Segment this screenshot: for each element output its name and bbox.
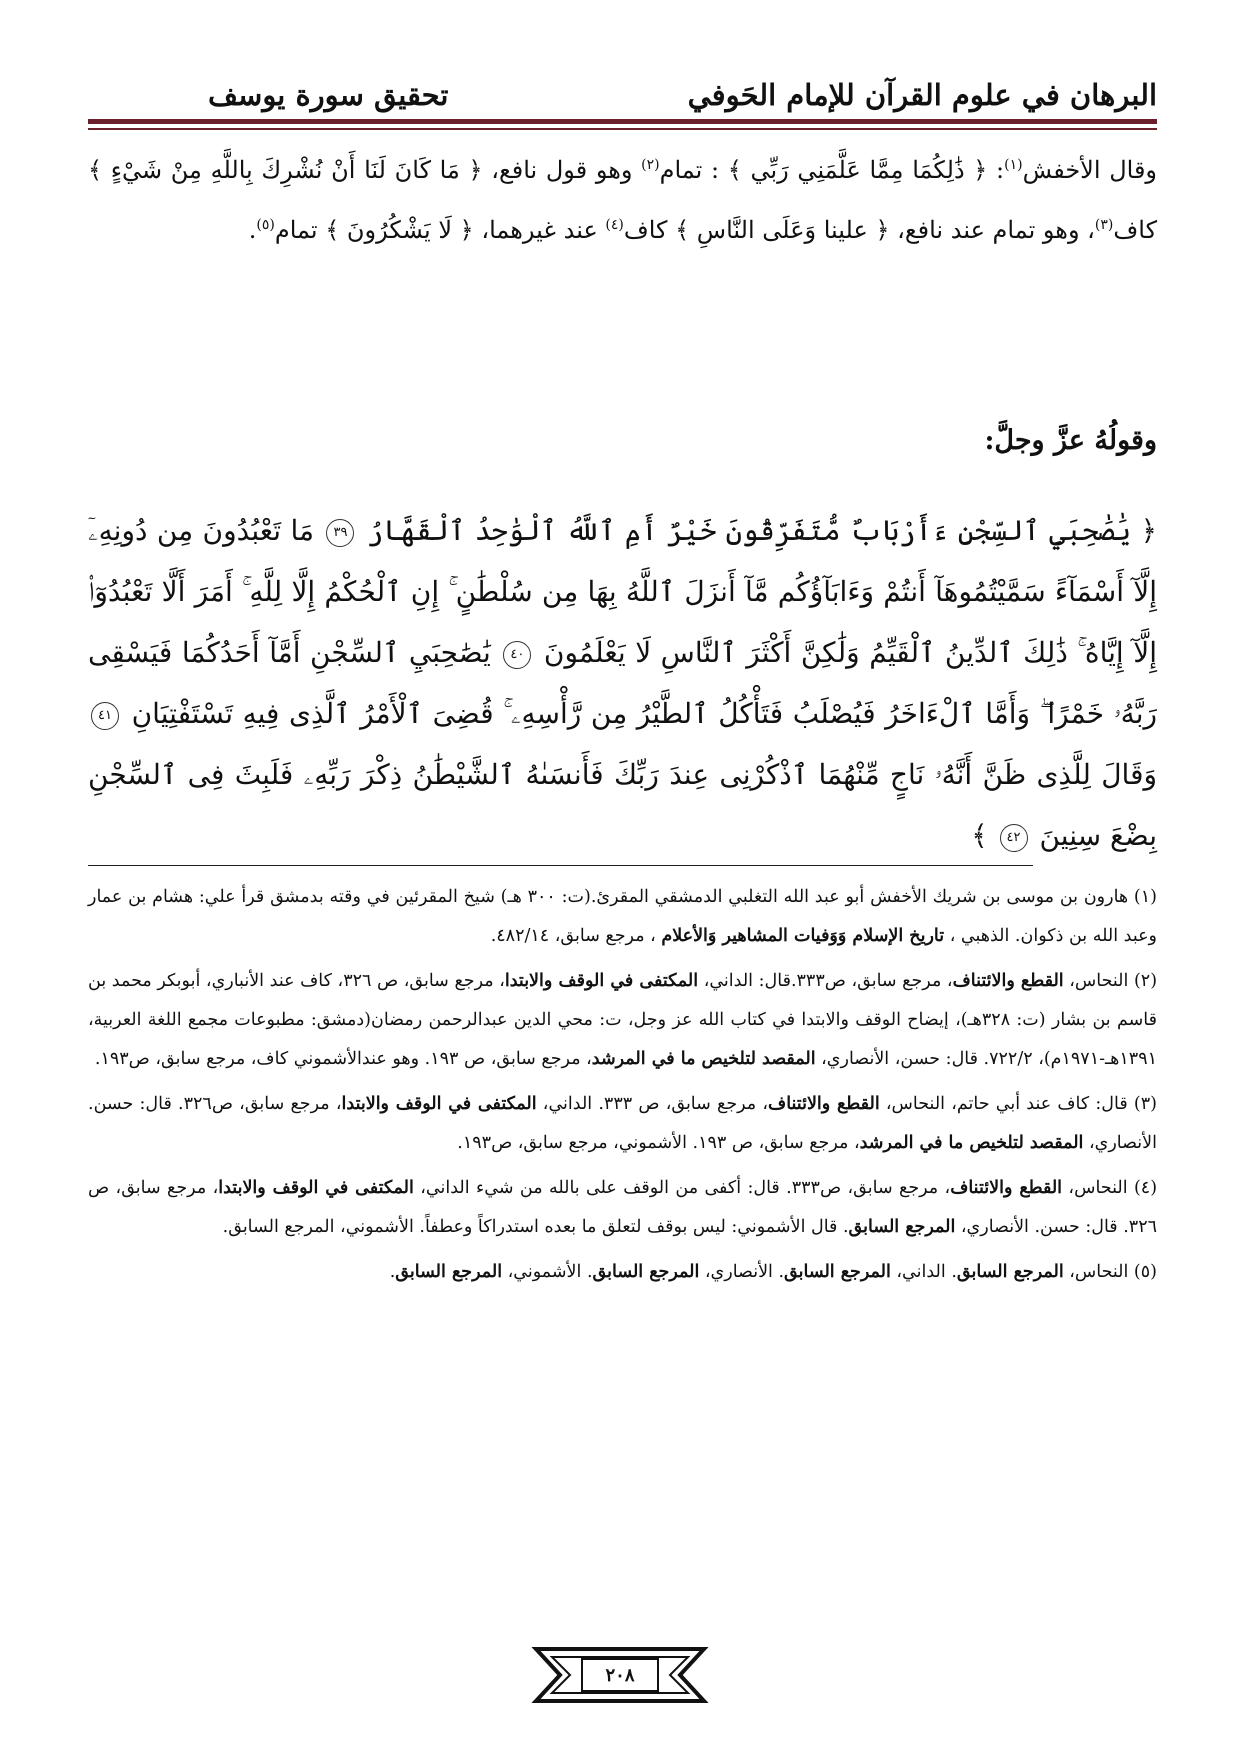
source-title: المكتفى في الوقف والابتدا (341, 1094, 537, 1114)
source-title: القطع والائتناف (768, 1094, 880, 1114)
text-run: وهو قول نافع، ﴿ مَا كَانَ لَنَا أَنْ نُشْرِكَ بِاللَّهِ مِنْ شَيْءٍ ﴾ كاف (88, 156, 1157, 244)
ornate-bracket-open: ﴿ (1140, 514, 1158, 547)
verse-41: يَٰصَٰحِبَيِ ٱلسِّجْنِ أَمَّآ أَحَدُكُمَا فَيَسْقِى رَبَّهُۥ خَمْرًا ۖ وَأَمَّا ٱلْءَاخَرُ فَيُصْلَبُ فَتَأْكُلُ ٱلطَّيْرُ مِن رَّأْسِهِۦ ۚ قُضِىَ ٱلْأَمْرُ ٱلَّذِى فِيهِ تَسْتَفْتِيَانِ (88, 636, 1158, 730)
source-title: المرجع السابق (848, 1217, 956, 1237)
running-header (88, 78, 1157, 118)
verse-40: مَا تَعْبُدُونَ مِن دُونِهِۦٓ إِلَّآ أَسْمَآءً سَمَّيْتُمُوهَآ أَنتُمْ وَءَابَآؤُكُم مَّآ أَنزَلَ ٱللَّهُ بِهَا مِن سُلْطَٰنٍ ۚ إِنِ ٱلْحُكْمُ إِلَّا لِلَّهِ ۚ أَمَرَ أَلَّا تَعْبُدُوٓا۟ إِلَّآ إِيَّاهُ ۚ ذَٰلِكَ ٱلدِّينُ ٱلْقَيِّمُ وَلَٰكِنَّ أَكْثَرَ ٱلنَّاسِ لَا يَعْلَمُونَ (88, 514, 1157, 669)
footnote-text: ، مرجع سابق، ص٣٣٣. قال: أكفى من الوقف على بالله من شيء الداني، (413, 1178, 951, 1198)
footnote-text: . الأشموني، (502, 1262, 593, 1282)
source-title: تاريخ الإسلام وَوَفيات المشاهير وَالأعلام (661, 926, 945, 946)
footnotes (88, 878, 1157, 1298)
footnote-text: (٤) النحاس، (1062, 1178, 1158, 1198)
footnote-text: . قال الأشموني: ليس بوقف لتعلق ما بعده استدراكاً وعطفاً. الأشموني، المرجع السابق. (222, 1217, 849, 1237)
source-title: المرجع السابق (592, 1262, 700, 1282)
footnote-text: . (389, 1262, 396, 1282)
commentary-text (88, 140, 1157, 260)
footnote-text: ، مرجع سابق، ص ٣٢٦. قال: حسن. الأنصاري، (88, 1178, 1157, 1237)
text-run: . (248, 216, 257, 244)
source-title: المكتفى في الوقف والابتدا (504, 971, 699, 991)
ornate-bracket-close: ﴾ (971, 819, 988, 852)
footnote-3 (88, 1085, 1157, 1163)
source-title: القطع والائتناف (950, 1178, 1063, 1198)
footnote-ref-3[interactable]: (٣) (1094, 217, 1114, 233)
quran-passage (88, 500, 1157, 866)
footnote-text: ، مرجع سابق، ص٣٢٦. قال: حسن. الأنصاري، (88, 1094, 1157, 1153)
footnote-text: ، مرجع سابق، ص ١٩٣. الأشموني، مرجع سابق، ص١٩٣. (457, 1133, 860, 1153)
footnote-text: (٣) قال: كاف عند أبي حاتم، النحاس، (879, 1094, 1157, 1114)
footnote-1 (88, 878, 1157, 956)
footnote-text: ، مرجع سابق، ص ١٩٣. وهو عندالأشموني كاف، مرجع سابق، ص١٩٣. (94, 1049, 592, 1069)
text-run: وقال الأخفش (1022, 156, 1158, 184)
footnote-text: ، مرجع سابق، ٤٨٢/١٤. (490, 926, 662, 946)
footnote-text: (٥) النحاس، (1063, 1262, 1157, 1282)
footnote-text: (٢) النحاس، (1063, 971, 1158, 991)
source-title: المرجع السابق (784, 1262, 891, 1282)
footnote-text: ، مرجع سابق، ص ٣٢٦، كاف عند الأنباري، أبوبكر محمد بن قاسم بن بشار (ت: ٣٢٨هـ)، إيضاح الوقف والابتدا في كتاب الله عز وجل، ت: محي الدين عبدالرحمن رمضان(دمشق: مطبوعات مجمع اللغة العربية، ١٣٩١هـ-١٩٧١م)، ٧٢٢/٢. قال: حسن، الأنصاري، (88, 971, 1157, 1069)
verse-39: يَٰصَٰحِبَيِ ٱلسِّجْنِ ءَأَرْبَابٌ مُّتَفَرِّقُونَ خَيْرٌ أَمِ ٱللَّهُ ٱلْوَٰحِدُ ٱلْقَهَّارُ (366, 514, 1132, 547)
footnote-separator (88, 865, 1033, 866)
source-title: المرجع السابق (395, 1262, 503, 1282)
header-rule-thin (88, 128, 1157, 130)
footnote-text: ، مرجع سابق، ص٣٣٣.قال: الداني، (698, 971, 953, 991)
footnote-text: ، مرجع سابق، ص ٣٣٣. الداني، (536, 1094, 769, 1114)
ayah-marker-42: ٤٢ (1000, 824, 1028, 852)
footnote-5 (88, 1253, 1157, 1292)
footnote-2 (88, 962, 1157, 1079)
footnote-ref-4[interactable]: (٤) (605, 217, 624, 233)
page-number: ٢٠٨ (605, 1665, 635, 1686)
ayah-marker-40: ٤٠ (503, 641, 531, 669)
book-title: البرهان في علوم القرآن للإمام الحَوفي (687, 78, 1157, 112)
footnote-ref-2[interactable]: (٢) (641, 157, 660, 173)
source-title: المرجع السابق (956, 1262, 1064, 1282)
source-title: القطع والائتناف (952, 971, 1064, 991)
footnote-4 (88, 1169, 1157, 1247)
body-paragraph (88, 140, 1157, 260)
part-title: تحقيق سورة يوسف (208, 78, 449, 112)
section-heading: وقولُهُ عزَّ وجلَّ: (984, 425, 1157, 456)
ayah-marker-39: ٣٩ (326, 519, 354, 547)
footnote-ref-1[interactable]: (١) (1004, 157, 1023, 173)
source-title: المقصد لتلخيص ما في المرشد (591, 1049, 816, 1069)
footnote-ref-5[interactable]: (٥) (256, 217, 275, 233)
footnote-text: (١) هارون بن موسى بن شريك الأخفش أبو عبد الله التغلبي الدمشقي المقرئ.(ت: ٣٠٠ هـ) شيخ المقرئين في وقته بدمشق قرأ علي: هشام بن عمار وعبد الله بن ذكوان. الذهبي ، (88, 887, 1157, 946)
text-run: ، وهو تمام عند نافع، ﴿ علينا وَعَلَى النَّاسِ ﴾ كاف (623, 216, 1095, 244)
verse-42: وَقَالَ لِلَّذِى ظَنَّ أَنَّهُۥ نَاجٍ مِّنْهُمَا ٱذْكُرْنِى عِندَ رَبِّكَ فَأَنسَىٰهُ ٱلشَّيْطَٰنُ ذِكْرَ رَبِّهِۦ فَلَبِثَ فِى ٱلسِّجْنِ بِضْعَ سِنِينَ (88, 758, 1157, 852)
source-title: المكتفى في الوقف والابتدا (218, 1178, 414, 1198)
footnote-text: . الأنصاري، (699, 1262, 785, 1282)
ayah-marker-41: ٤١ (91, 702, 119, 730)
footnote-text: . الداني، (890, 1262, 957, 1282)
header-rule-thick (88, 119, 1157, 124)
source-title: المقصد لتلخيص ما في المرشد (859, 1133, 1084, 1153)
text-run: عند غيرهما، ﴿ لَا يَشْكُرُونَ ﴾ تمام (274, 216, 606, 244)
text-run: : ﴿ ذَٰلِكُمَا مِمَّا عَلَّمَنِي رَبِّي ﴾ : تمام (659, 156, 1005, 184)
